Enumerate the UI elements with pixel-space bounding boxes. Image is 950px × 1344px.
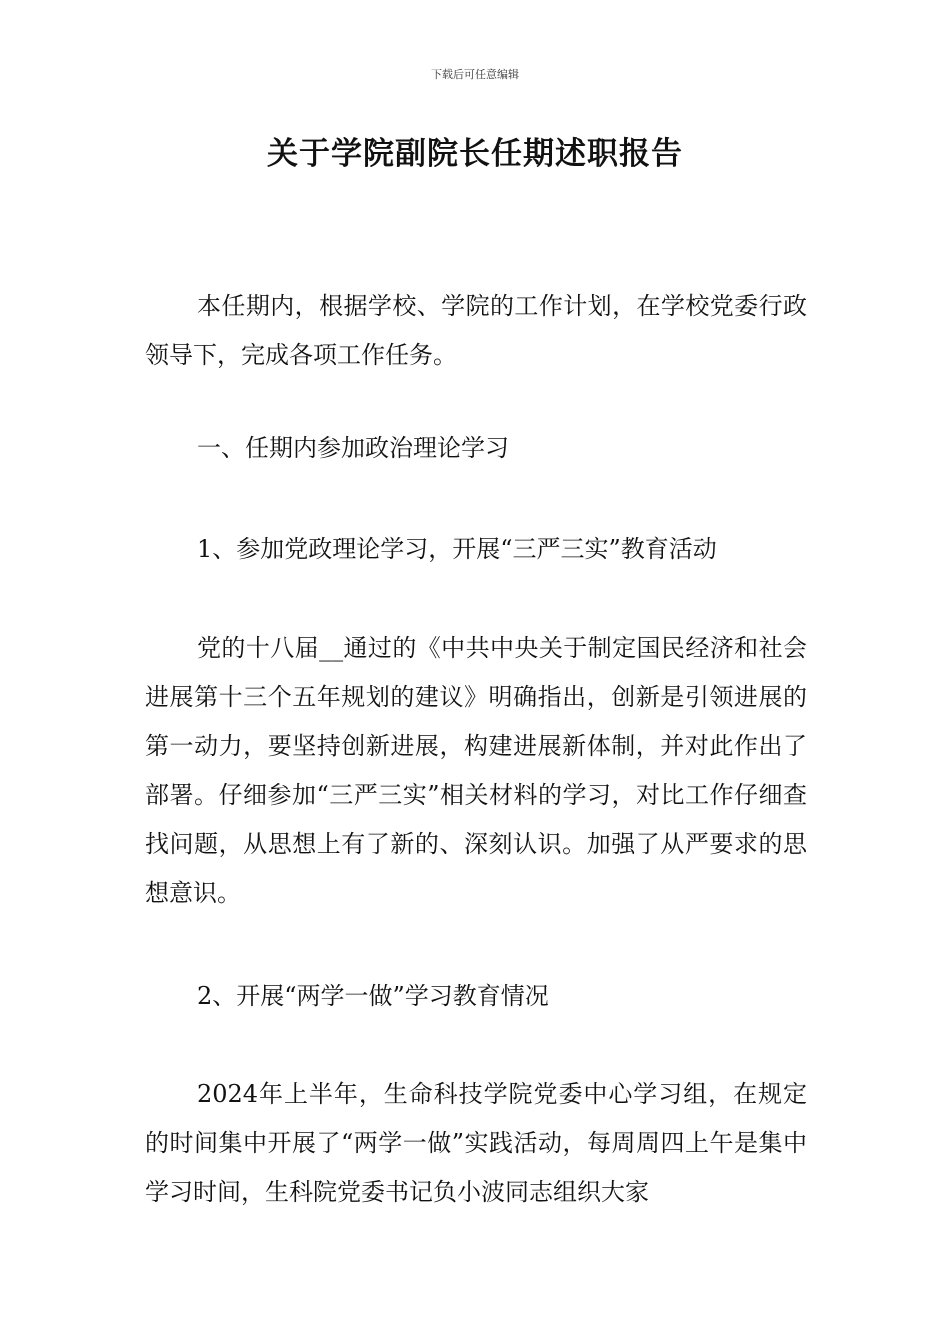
body-paragraph-1 <box>145 624 807 918</box>
header-note: 下载后可任意编辑 <box>431 68 519 81</box>
intro-paragraph <box>145 282 807 380</box>
section-heading-1 <box>145 424 807 473</box>
body-paragraph-2 <box>145 1070 807 1217</box>
body-paragraph-text: 党的十八届__通过的《中共中央关于制定国民经济和社会进展第十三个五年规划的建议》明确指出，创新是引领进展的第一动力，要坚持创新进展，构建进展新体制，并对此作出了部署。仔细参加“三严三实”相关材料的学习，对比工作仔细查找问题，从思想上有了新的、深刻认识。加强了从严要求的思想意识。 <box>145 634 807 907</box>
document-title: 关于学院副院长任期述职报告 <box>267 136 683 172</box>
section-heading-text: 一、任期内参加政治理论学习 <box>197 434 509 462</box>
subheading-1 <box>145 525 807 574</box>
subheading-text: 1、参加党政理论学习，开展“三严三实”教育活动 <box>197 535 717 563</box>
subheading-2 <box>145 972 807 1021</box>
body-paragraph-text: 2024年上半年，生命科技学院党委中心学习组，在规定的时间集中开展了“两学一做”实践活动，每周周四上午是集中学习时间，生科院党委书记负小波同志组织大家 <box>145 1080 807 1206</box>
subheading-text: 2、开展“两学一做”学习教育情况 <box>197 982 549 1010</box>
intro-text: 本任期内，根据学校、学院的工作计划，在学校党委行政领导下，完成各项工作任务。 <box>145 292 807 369</box>
